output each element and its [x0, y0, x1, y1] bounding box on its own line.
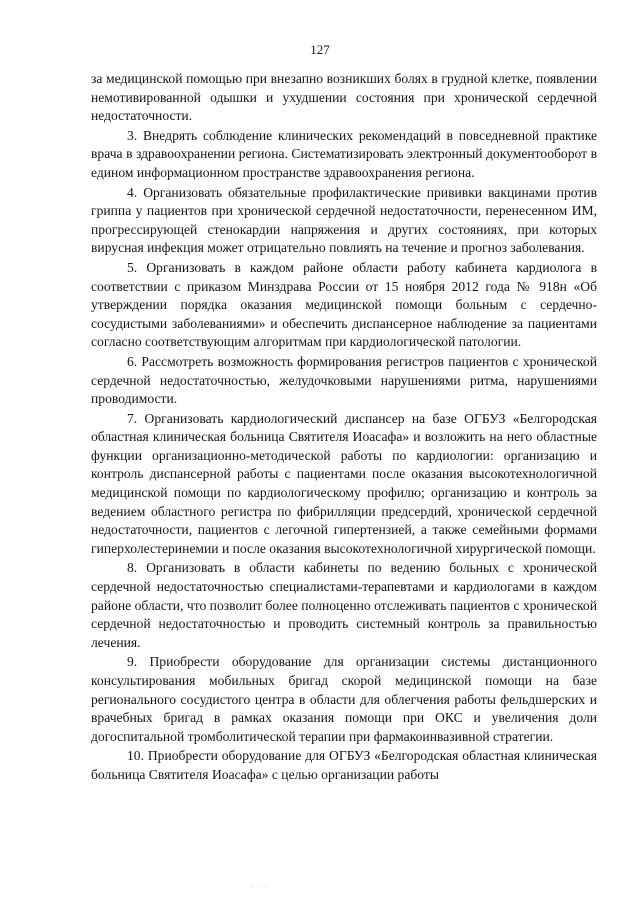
paragraph-continuation: за медицинской помощью при внезапно возникших болях в грудной клетке, появлении немотивированной одышки и ухудшении состояния при хронической сердечной недостаточности.: [91, 71, 597, 124]
paragraph-item-8: 8. Организовать в области кабинеты по ведению больных с хронической сердечной недостаточностью специалистами-терапевтами и кардиологами в каждом районе области, что позволит более полноценно отслеживать пациентов с хронической сердечной недостаточностью и проводить системный контроль за правильностью лечения.: [91, 560, 597, 650]
scan-artifact: · · ·: [250, 882, 269, 892]
paragraph-item-5: 5. Организовать в каждом районе области работу кабинета кардиолога в соответствии с приказом Минздрава России от 15 ноября 2012 года № 918н «Об утверждении порядка оказания медицинской помощи больным с сердечно-сосудистыми заболеваниями» и обеспечить диспансерное наблюдение за пациентами согласно соответствующим алгоритмам при кардиологической патологии.: [91, 259, 597, 350]
paragraph-item-7: 7. Организовать кардиологический диспансер на базе ОГБУЗ «Белгородская областная клиническая больница Святителя Иоасафа» и возложить на него областные функции организационно-методической работы по кардиологии: организацию и контроль диспансерной работы с пациентами после оказания высокотехнологичной медицинской помощи по кардиологическому профилю; организацию и контроль за ведением областного регистра по фибрилляции предсердий, хронической сердечной недостаточности, пациентов с легочной гипертензией, а также семейными формами гиперхолестеринемии и после оказания высокотехнологичной хирургической помощи.: [91, 410, 597, 556]
paragraph-item-3: 3. Внедрять соблюдение клинических рекомендаций в повседневной практике врача в здравоохранении региона. Систематизировать электронный документооборот в едином информационном пространстве здравоохранения региона.: [91, 127, 597, 180]
paragraph-item-9: 9. Приобрести оборудование для организации системы дистанционного консультирования мобильных бригад скорой медицинской помощи на базе регионального сосудистого центра в области для облегчения работы фельдшерских и врачебных бригад в рамках оказания помощи при ОКС и увеличения доли догоспитальной тромболитической терапии при фармакоинвазивной стратегии.: [91, 654, 597, 744]
paragraph-item-4: 4. Организовать обязательные профилактические прививки вакцинами против гриппа у пациентов при хронической сердечной недостаточности, перенесенном ИМ, прогрессирующей стенокардии напряжения и других состояниях, при которых вирусная инфекция может отрицательно повлиять на течение и прогноз заболевания.: [91, 184, 597, 256]
page-number: 127: [310, 42, 330, 57]
document-body: [91, 70, 597, 786]
paragraph-item-10: 10. Приобрести оборудование для ОГБУЗ «Белгородская областная клиническая больница Святителя Иоасафа» с целью организации работы: [91, 748, 597, 782]
paragraph-item-6: 6. Рассмотреть возможность формирования регистров пациентов с хронической сердечной недостаточностью, желудочковыми нарушениями ритма, нарушениями проводимости.: [91, 353, 597, 407]
